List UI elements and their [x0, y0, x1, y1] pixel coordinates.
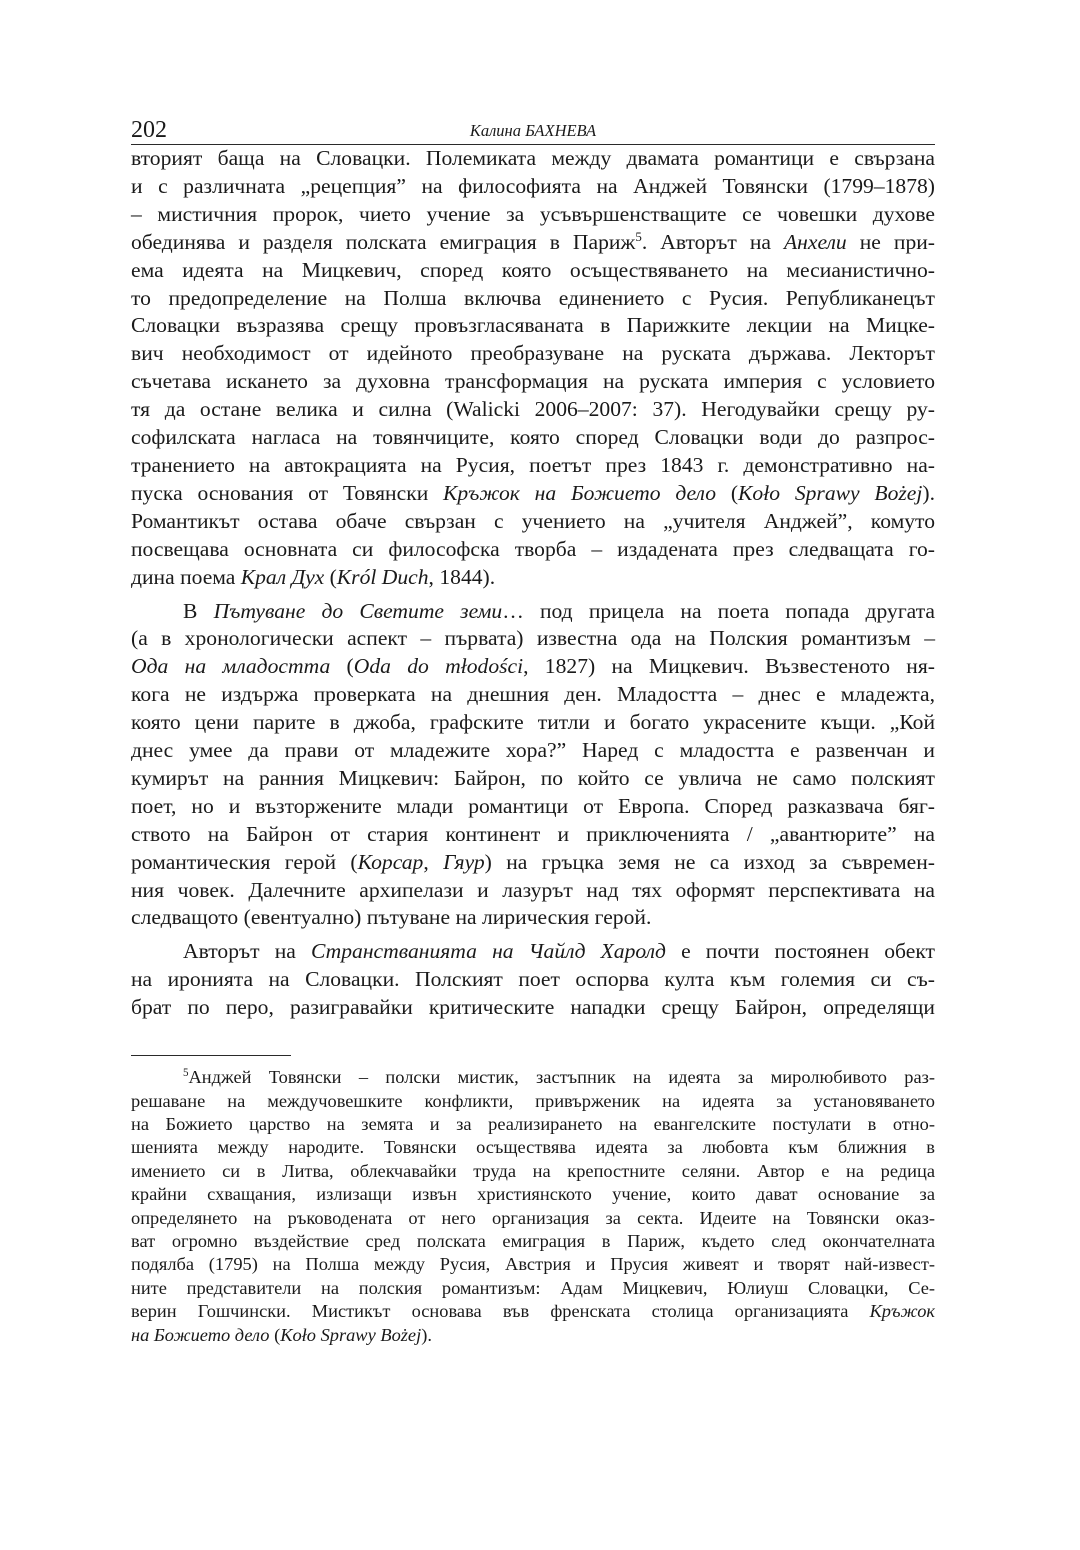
text-run: решаване на междучовешките конфликти, привърженик на идеята за установяването [131, 1090, 935, 1111]
italic-title: Крал Дух [240, 564, 325, 589]
text-run: ния човек. Далечните архипелази и лазурът над тях оформят перспективата на [131, 877, 935, 902]
running-title: Калина БАХНЕВА [469, 120, 597, 140]
text-run: съчетава искането за духовна трансформация на руската империя с условието [131, 369, 935, 394]
text-run: кумирът на ранния Мицкевич: Байрон, по който се увлича не само полският [131, 765, 935, 790]
text-run: – мистичния пророк, чието учение за усъвършенстващите се човешки духове [131, 201, 935, 226]
text-run: ). [421, 1324, 432, 1345]
text-run: ( [324, 564, 337, 589]
text-run: ните представители на полския романтизъм: Адам Мицкевич, Юлиуш Словацки, Се- [131, 1277, 935, 1298]
italic-title: Странстванията на Чайлд Харолд [310, 939, 666, 964]
text-run: Авторът на [183, 939, 311, 964]
italic-title: на Божието дело [131, 1324, 270, 1345]
text-run: транението на автокрацията на Русия, поетът през 1843 г. демонстративно на- [131, 452, 935, 477]
text-line [131, 536, 935, 564]
text-run: поет, но и възторжените млади романтици от Европа. Според разказвача бяг- [131, 793, 935, 818]
text-run: ( [330, 654, 354, 679]
text-line [131, 201, 935, 229]
italic-title: Пътуване до Светите земи [213, 598, 503, 623]
text-run: ват огромно въздействие сред полската емиграция в Париж, където след окончателната [131, 1230, 935, 1251]
text-run: е почти постоянен обект [665, 939, 935, 964]
text-run: ( [269, 1324, 281, 1345]
text-run: . Авторът на [641, 229, 784, 254]
text-line [131, 564, 935, 592]
footnote-line [131, 1183, 935, 1206]
footnote-line [131, 1066, 935, 1089]
italic-title: Анхели [783, 229, 847, 254]
text-run: и с различната „рецепция” на философията на Анджей Товянски (1799–1878) [131, 173, 935, 198]
footnote-line [131, 1300, 935, 1323]
footnote-line [131, 1160, 935, 1183]
text-line [131, 709, 935, 737]
text-line [131, 145, 935, 173]
text-line [131, 966, 935, 994]
text-run: , 1827) на Мицкевич. Възвестеното ня- [523, 654, 935, 679]
text-line [131, 821, 935, 849]
text-run: брат по перо, разигравайки критическите нападки срещу Байрон, определящи [131, 995, 935, 1020]
footnote-marker: 5 [635, 228, 642, 244]
italic-title: Гяур [443, 849, 485, 874]
footnote-rule [131, 1055, 291, 1056]
text-run: софилската нагласа на товянчиците, която според Словацки води до разпрос- [131, 425, 935, 450]
text-run: следващото (евентуално) пътуване на лирическия герой. [131, 905, 652, 930]
text-run: определянето на ръководената от него организация за секта. Идеите на Товянски оказ- [131, 1207, 935, 1228]
italic-title: Корсар [357, 849, 424, 874]
text-line [131, 229, 935, 257]
text-line [131, 598, 935, 626]
text-line [131, 653, 935, 681]
text-run: имението си в Литва, облекчавайки труда на крепостните селяни. Автор е на редица [131, 1160, 935, 1181]
footnote-line [131, 1230, 935, 1253]
text-line [131, 508, 935, 536]
text-run: то предопределение на Полша включва единението с Русия. Републиканецът [131, 285, 935, 310]
text-line [131, 793, 935, 821]
footnote-line [131, 1113, 935, 1136]
text-run: Анджей Товянски – полски мистик, застъпник на идеята за миролюбивото раз- [188, 1067, 935, 1088]
text-run: на иронията на Словацки. Полският поет оспорва култа към големия си съ- [131, 967, 935, 992]
text-run: подялба (1795) на Полша между Русия, Австрия и Прусия живеят и творят най-извест- [131, 1254, 935, 1275]
text-run: на Божието царство на земята и за реализирането на евангелските постулати в отно- [131, 1113, 935, 1134]
text-run: ( [716, 480, 739, 505]
italic-title: Koło Sprawy Bożej [738, 480, 923, 505]
footnote-line [131, 1253, 935, 1276]
text-line [131, 257, 935, 285]
italic-title: Ода на младостта [131, 654, 331, 679]
footnote-line [131, 1207, 935, 1230]
text-run: Романтикът остава обаче свързан с учението на „учителя Анджей”, комуто [131, 508, 935, 533]
text-line [131, 877, 935, 905]
footnote-line [131, 1277, 935, 1300]
paragraph [131, 938, 935, 1022]
text-run: която цени парите в джоба, графските титли и богато украсените къщи. „Кой [131, 710, 935, 735]
text-run: ). [922, 480, 935, 505]
text-line [131, 938, 935, 966]
text-line [131, 681, 935, 709]
text-run: вторият баща на Словацки. Полемиката между двамата романтици е свързана [131, 146, 935, 170]
italic-title: Oda do młodości [353, 654, 524, 679]
text-run: шенията между народите. Товянски осъществява идеята за любовта към ближния в [131, 1137, 935, 1158]
text-run: кога не издържа проверката на днешния ден. Младостта – днес е младежта, [131, 682, 935, 707]
text-line [131, 625, 935, 653]
text-run: крайни схващания, излизащи извън християнското учение, които дават основание за [131, 1184, 935, 1205]
text-line [131, 173, 935, 201]
text-line [131, 849, 935, 877]
text-line [131, 285, 935, 313]
text-line [131, 340, 935, 368]
text-run: (а в хронологически аспект – първата) известна ода на Полския романтизъм – [131, 626, 935, 651]
text-run: … под прицела на поета попада другата [502, 598, 935, 623]
italic-title: Król Duch [336, 564, 429, 589]
footnote-line [131, 1136, 935, 1159]
text-run: обединява и разделя полската емиграция в Париж [131, 229, 636, 254]
body-text [131, 145, 935, 1022]
footnote-5 [131, 1066, 935, 1347]
text-run: ) на гръцка земя не са изход за съвремен- [484, 849, 935, 874]
text-line [131, 424, 935, 452]
text-line [131, 312, 935, 340]
running-head [131, 110, 935, 145]
text-line [131, 765, 935, 793]
text-run: пуска основания от Товянски [131, 480, 444, 505]
text-run: вич необходимост от идейното преобразуване на руската държава. Лекторът [131, 341, 935, 366]
footnote-line [131, 1324, 935, 1347]
text-line [131, 368, 935, 396]
text-line [131, 994, 935, 1022]
text-line [131, 480, 935, 508]
text-run: не при- [846, 229, 935, 254]
footnotes [131, 1066, 935, 1347]
text-run: , 1844). [428, 564, 496, 589]
paragraph [131, 598, 935, 933]
text-run: романтическия герой ( [131, 849, 358, 874]
text-run: , [423, 849, 444, 874]
text-line [131, 452, 935, 480]
text-line [131, 904, 935, 932]
italic-title: Кръжок на Божието дело [443, 480, 717, 505]
text-run: тя да остане велика и силна (Walicki 2006–2007: 37). Негодувайки срещу ру- [131, 397, 935, 422]
text-run: Словацки възразява срещу провъзгласяваната в Парижките лекции на Мицке- [131, 313, 935, 338]
footnote-marker: 5 [183, 1066, 189, 1079]
italic-title: Koło Sprawy Bożej [280, 1324, 422, 1345]
text-run: ема идеята на Мицкевич, според която осъществяването на месианистично- [131, 257, 935, 282]
text-run: В [183, 598, 214, 623]
text-run: днес умее да прави от младежите хора?” Наред с младостта е развенчан и [131, 738, 935, 763]
text-run: ството на Байрон от стария континент и приключенията / „авантюрите” на [131, 821, 935, 846]
text-line [131, 737, 935, 765]
text-line [131, 396, 935, 424]
footnote-line [131, 1090, 935, 1113]
italic-title: Кръжок [869, 1301, 935, 1322]
text-run: дина поема [131, 564, 241, 589]
paragraph [131, 145, 935, 592]
page [131, 110, 935, 1347]
page-number: 202 [131, 117, 167, 143]
text-run: посвещава основната си философска творба – издадената през следващата го- [131, 536, 935, 561]
text-run: верин Гошчински. Мистикът основава във френската столица организацията [131, 1301, 870, 1322]
